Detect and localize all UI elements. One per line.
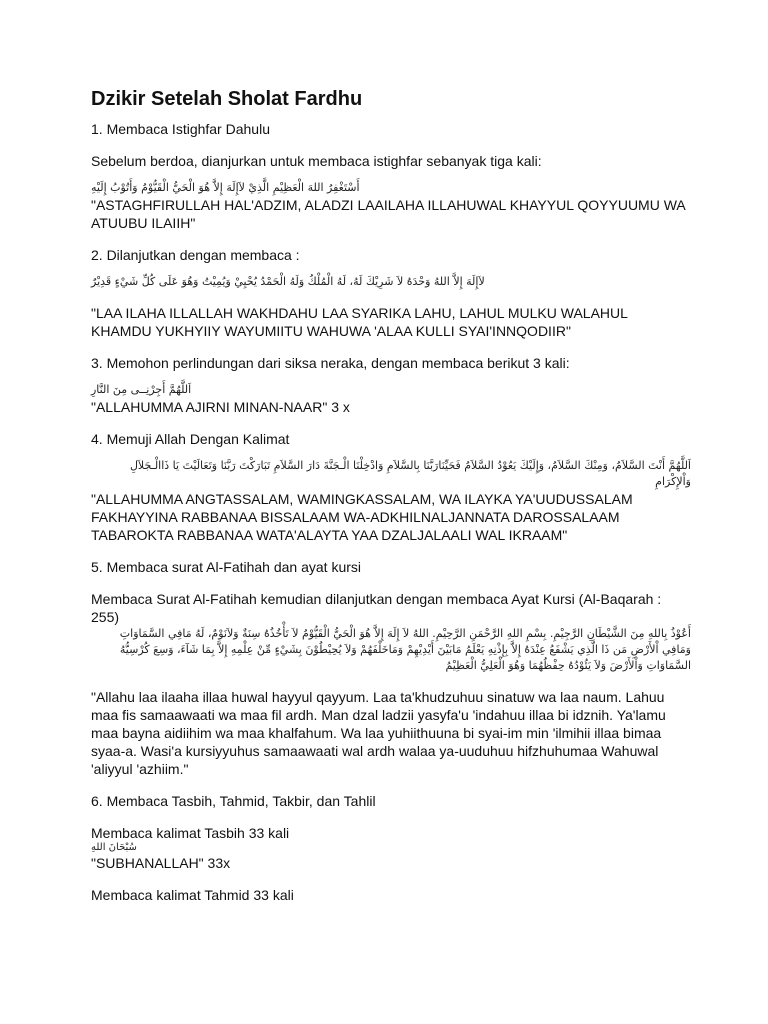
section-6-tahmid-intro: Membaca kalimat Tahmid 33 kali [91,887,294,903]
section-4-heading: 4. Memuji Allah Dengan Kalimat [91,431,290,447]
section-6-heading: 6. Membaca Tasbih, Tahmid, Takbir, dan Tahlil [91,793,376,809]
section-5-latin: "Allahu laa ilaaha illaa huwal hayyul qayyum. Laa ta'khudzuhuu sinatuw wa laa naum. Lahuu maa fis samaawaati wa maa fil ardh. Man dzal ladzii yasyfa'u 'indahuu illaa bi idznih. Ya'lamu maa bayna aidiihim wa maa khalfahum. Wa laa yuhiithuuna bi syai-im min 'ilmihii illaa bimaa syaa-a. Wasi'a kursiyyuhus samaawaati wal ardh walaa ya-uuduhuu hifzhuhumaa Wahuwal 'aliyyul 'azhiim." [91,689,670,777]
section-4-arabic: اَللَّهُمَّ أَنْتَ السَّلاَمُ، وَمِنْكَ السَّلاَمُ، وَإِلَيْكَ يَعُوْدُ السَّلاَمُ فَحَيِّنَارَبَّنَا بِالسَّلاَمِ وَادْخِلْنَا الْـجَنَّةَ دَارَ السَّلاَمِ تَبَارَكْتَ رَبَّنَا وَتَعَالَيْتَ يَا ذَاالْـجَلاَلِ وَاْلإِكْرَامِ [129,459,691,488]
section-2-arabic: لاَإِلَهَ إِلاَّ اللهُ وَحْدَهُ لاَ شَرِيْكَ لَهُ، لَهُ الْمُلْكُ وَلَهُ الْحَمْدُ يُحْيِيْ وَيُمِيْتُ وَهُوَ عَلَى كُلِّ شَيْءٍ قَدِيْرٌ [91,275,485,288]
section-1-latin: "ASTAGHFIRULLAH HAL'ADZIM, ALADZI LAAILAHA ILLAHUWAL KHAYYUL QOYYUUMU WA ATUUBU ILAIIH" [91,197,689,231]
section-1-intro: Sebelum berdoa, dianjurkan untuk membaca istighfar sebanyak tiga kali: [91,153,542,169]
section-4-latin: "ALLAHUMMA ANGTASSALAM, WAMINGKASSALAM, WA ILAYKA YA'UUDUSSALAM FAKHAYYINA RABBANAA BISSALAAM WA-ADKHILNALJANNATA DAROSSALAAM TABAROKTA RABBANAA WATA'ALAYTA YAA DZALJALAALI WAL IKRAAM" [91,491,637,543]
section-6-tasbih-arabic: سُبْحَانَ اللهِ [91,842,137,853]
section-1-arabic: أَسْتَغْفِرُ اللهَ الْعَظِيْمِ الَّذِيْ لاَإِلَهَ إِلاَّ هُوَ الْحَيُّ الْقَيُّوْمُ وَأَتُوْبُ إِلَيْهِ [91,181,360,194]
section-3-heading: 3. Memohon perlindungan dari siksa neraka, dengan membaca berikut 3 kali: [91,355,570,371]
section-2-latin: "LAA ILAHA ILLALLAH WAKHDAHU LAA SYARIKA LAHU, LAHUL MULKU WALAHUL KHAMDU YUKHYIIY WAYUMIITU WAHUWA 'ALAA KULLI SYAI'INNQODIIR" [91,305,632,339]
section-1-heading: 1. Membaca Istighfar Dahulu [91,121,270,137]
section-3-latin: "ALLAHUMMA AJIRNI MINAN-NAAR" 3 x [91,399,350,415]
section-5-intro: Membaca Surat Al-Fatihah kemudian dilanjutkan dengan membaca Ayat Kursi (Al-Baqarah : 255) [91,591,666,625]
section-6-tasbih-latin: "SUBHANALLAH" 33x [91,855,231,871]
document-page [91,86,691,904]
section-6-tasbih-intro: Membaca kalimat Tasbih 33 kali [91,825,290,841]
section-2-heading: 2. Dilanjutkan dengan membaca : [91,247,300,263]
document-title: Dzikir Setelah Sholat Fardhu [91,88,363,110]
section-5-arabic: أَعُوْذُ بِاللهِ مِنَ الشَّيْطَانِ الرَّجِيْمِ. بِسْمِ اللهِ الرَّحْمَنِ الرَّحِيْمِ. اللهُ لاَ إِلَهَ إِلاَّ هُوَ الْحَيُّ الْقَيُّوْمُ لاَ تَأْخُذُهُ سِنَةٌ وَلاَنَوْمٌ، لَهُ مَافِي السَّمَاوَاتِ وَمَافِي اْلأَرْضِ مَن ذَا الَّذِي يَشْفَعُ عِنْدَهُ إِلاَّ بِإِذْنِهِ يَعْلَمُ مَابَيْنَ أَيْدِيْهِمْ وَمَاخَلْفَهُمْ وَلاَ يُحِيْطُوْنَ بِشَيْءٍ مِّنْ عِلْمِهِ إِلاَّ بِمَا شَآءَ، وَسِعَ كُرْسِيُّهُ السَّمَاوَاتِ وَاْلأَرْضَ وَلاَ يَئُوْدُهُ حِفْظُهُمَا وَهُوَ الْعَلِيُّ الْعَظِيْمُ [119,627,691,672]
section-3-arabic: اَللَّهُمَّ أَجِرْنِــى مِنَ النَّارِ [91,383,192,396]
section-5-heading: 5. Membaca surat Al-Fatihah dan ayat kursi [91,559,362,575]
